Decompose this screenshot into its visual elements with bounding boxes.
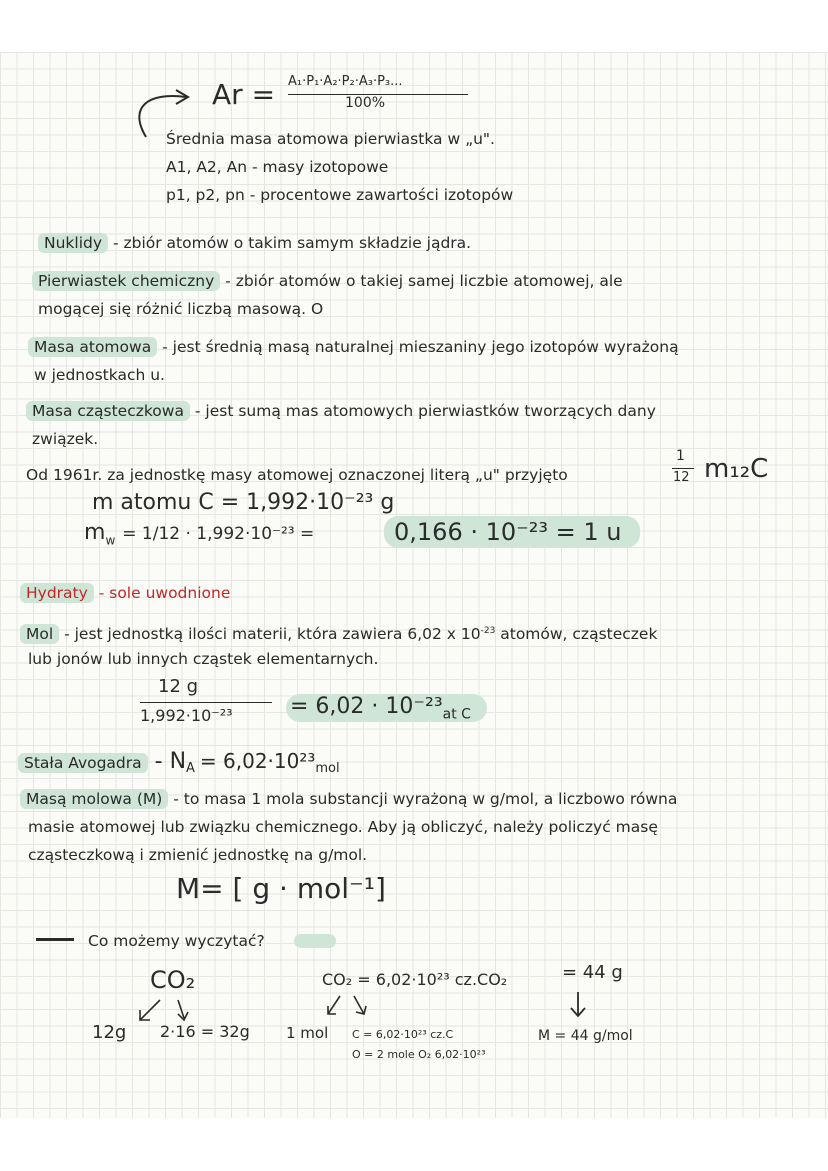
unit-eq1: m atomu C = 1,992·10⁻²³ g xyxy=(92,490,395,515)
unit-eq2-result: 0,166 · 10⁻²³ = 1 u xyxy=(384,516,640,548)
def-mol-text2: lub jonów lub innych cząstek elementarnych. xyxy=(28,650,379,668)
def-masa-czasteczkowa-text2: związek. xyxy=(32,430,99,448)
mol-frac-den: 1,992·10⁻²³ xyxy=(140,706,233,725)
example-mid-a: 1 mol xyxy=(286,1024,329,1042)
def-hydraty xyxy=(20,580,230,607)
def-pierwiastek xyxy=(32,268,623,295)
unit-eq2-sub: w xyxy=(105,533,116,548)
def-masa-molowa xyxy=(20,786,677,813)
def-nuklidy xyxy=(38,230,471,257)
unit-frac-num: 1 xyxy=(676,448,685,464)
term-masa-atomowa: Masa atomowa xyxy=(28,337,157,357)
def-avogadro xyxy=(18,748,340,782)
unit-m12c: m₁₂C xyxy=(704,454,769,484)
unit-eq2 xyxy=(84,520,314,547)
example-co2: CO₂ xyxy=(150,966,196,994)
def-masa-czasteczkowa xyxy=(26,398,656,425)
mol-frac-line xyxy=(140,702,272,703)
unit-eq2-m: m xyxy=(84,520,106,545)
question-highlight xyxy=(294,934,336,948)
down-arrow-icon xyxy=(568,990,588,1020)
def-avogadro-sub: A xyxy=(186,761,195,777)
mol-result-sub: at C xyxy=(442,706,471,723)
unit-eq2-mid: = 1/12 · 1,992·10⁻²³ = xyxy=(122,524,315,544)
mol-result xyxy=(286,694,487,722)
def-nuklidy-text: - zbiór atomów o takim samym składzie jądra. xyxy=(108,234,472,252)
def-mol xyxy=(20,618,657,648)
term-pierwiastek: Pierwiastek chemiczny xyxy=(32,271,220,291)
def-hydraty-text: - sole uwodnione xyxy=(93,584,231,602)
formula-line-1: Średnia masa atomowa pierwiastka w „u". xyxy=(166,130,495,148)
unit-sentence: Od 1961r. za jednostkę masy atomowej oznaczonej literą „u" przyjęto xyxy=(26,466,568,484)
unit-frac-den: 12 xyxy=(673,470,690,485)
example-right: M = 44 g/mol xyxy=(538,1028,633,1044)
mol-frac-num: 12 g xyxy=(158,676,199,697)
example-mid-head: CO₂ = 6,02·10²³ cz.CO₂ xyxy=(322,970,508,989)
def-avogadro-text: - N xyxy=(147,749,187,774)
masa-molowa-formula: M= [ g · mol⁻¹] xyxy=(176,872,386,905)
def-avogadro-value: = 6,02·10²³ xyxy=(199,749,316,773)
def-pierwiastek-text1: - zbiór atomów o takiej samej liczbie atomowej, ale xyxy=(220,272,623,290)
def-masa-czasteczkowa-text1: - jest sumą mas atomowych pierwiastków tworzących dany xyxy=(189,402,656,420)
example-mid-head2: = 44 g xyxy=(562,962,623,983)
dash-marker xyxy=(36,938,74,941)
mol-result-value: = 6,02 · 10⁻²³ xyxy=(290,694,443,719)
def-masa-molowa-text1: - to masa 1 mola substancji wyrażoną w g/mol, a liczbowo równa xyxy=(168,790,678,808)
example-left-b: 2·16 = 32g xyxy=(160,1022,250,1041)
example-question: Co możemy wyczytać? xyxy=(88,932,265,950)
term-nuklidy: Nuklidy xyxy=(38,233,108,253)
term-masa-molowa: Masą molowa (M) xyxy=(20,789,168,809)
unit-frac-line xyxy=(672,468,694,469)
formula-line-2: A1, A2, An - masy izotopowe xyxy=(166,158,389,176)
example-left-a: 12g xyxy=(92,1022,127,1043)
ar-symbol: Ar = xyxy=(212,78,276,111)
def-masa-atomowa xyxy=(28,334,679,361)
term-masa-czasteczkowa: Masa cząsteczkowa xyxy=(26,401,190,421)
ar-numerator: A₁·P₁·A₂·P₂·A₃·P₃... xyxy=(288,74,403,89)
def-masa-molowa-text3: cząsteczkową i zmienić jednostkę na g/mol. xyxy=(28,846,368,864)
def-pierwiastek-text2: mogącej się różnić liczbą masową. O xyxy=(38,300,324,318)
formula-line-3: p1, p2, pn - procentowe zawartości izotopów xyxy=(166,186,514,204)
def-mol-text1a: - jest jednostką ilości materii, która zawiera 6,02 x 10 xyxy=(59,625,481,644)
example-mid-b1: C = 6,02·10²³ cz.C xyxy=(352,1028,454,1041)
down-arrows-icon xyxy=(318,994,378,1020)
def-masa-molowa-text2: masie atomowej lub związku chemicznego. Aby ją obliczyć, należy policzyć masę xyxy=(28,818,658,836)
ar-denominator: 100% xyxy=(345,95,386,111)
term-mol: Mol xyxy=(20,624,59,644)
def-avogadro-unit: mol xyxy=(315,761,340,777)
def-masa-atomowa-text1: - jest średnią masą naturalnej mieszaniny jego izotopów wyrażoną xyxy=(157,338,679,356)
def-masa-atomowa-text2: w jednostkach u. xyxy=(34,366,165,384)
term-avogadro: Stała Avogadra xyxy=(18,753,148,773)
term-hydraty: Hydraty xyxy=(20,583,94,603)
def-mol-sup: -23 xyxy=(480,626,496,636)
def-mol-text1b: atomów, cząsteczek xyxy=(495,625,658,644)
example-mid-b2: O = 2 mole O₂ 6,02·10²³ xyxy=(352,1048,486,1061)
